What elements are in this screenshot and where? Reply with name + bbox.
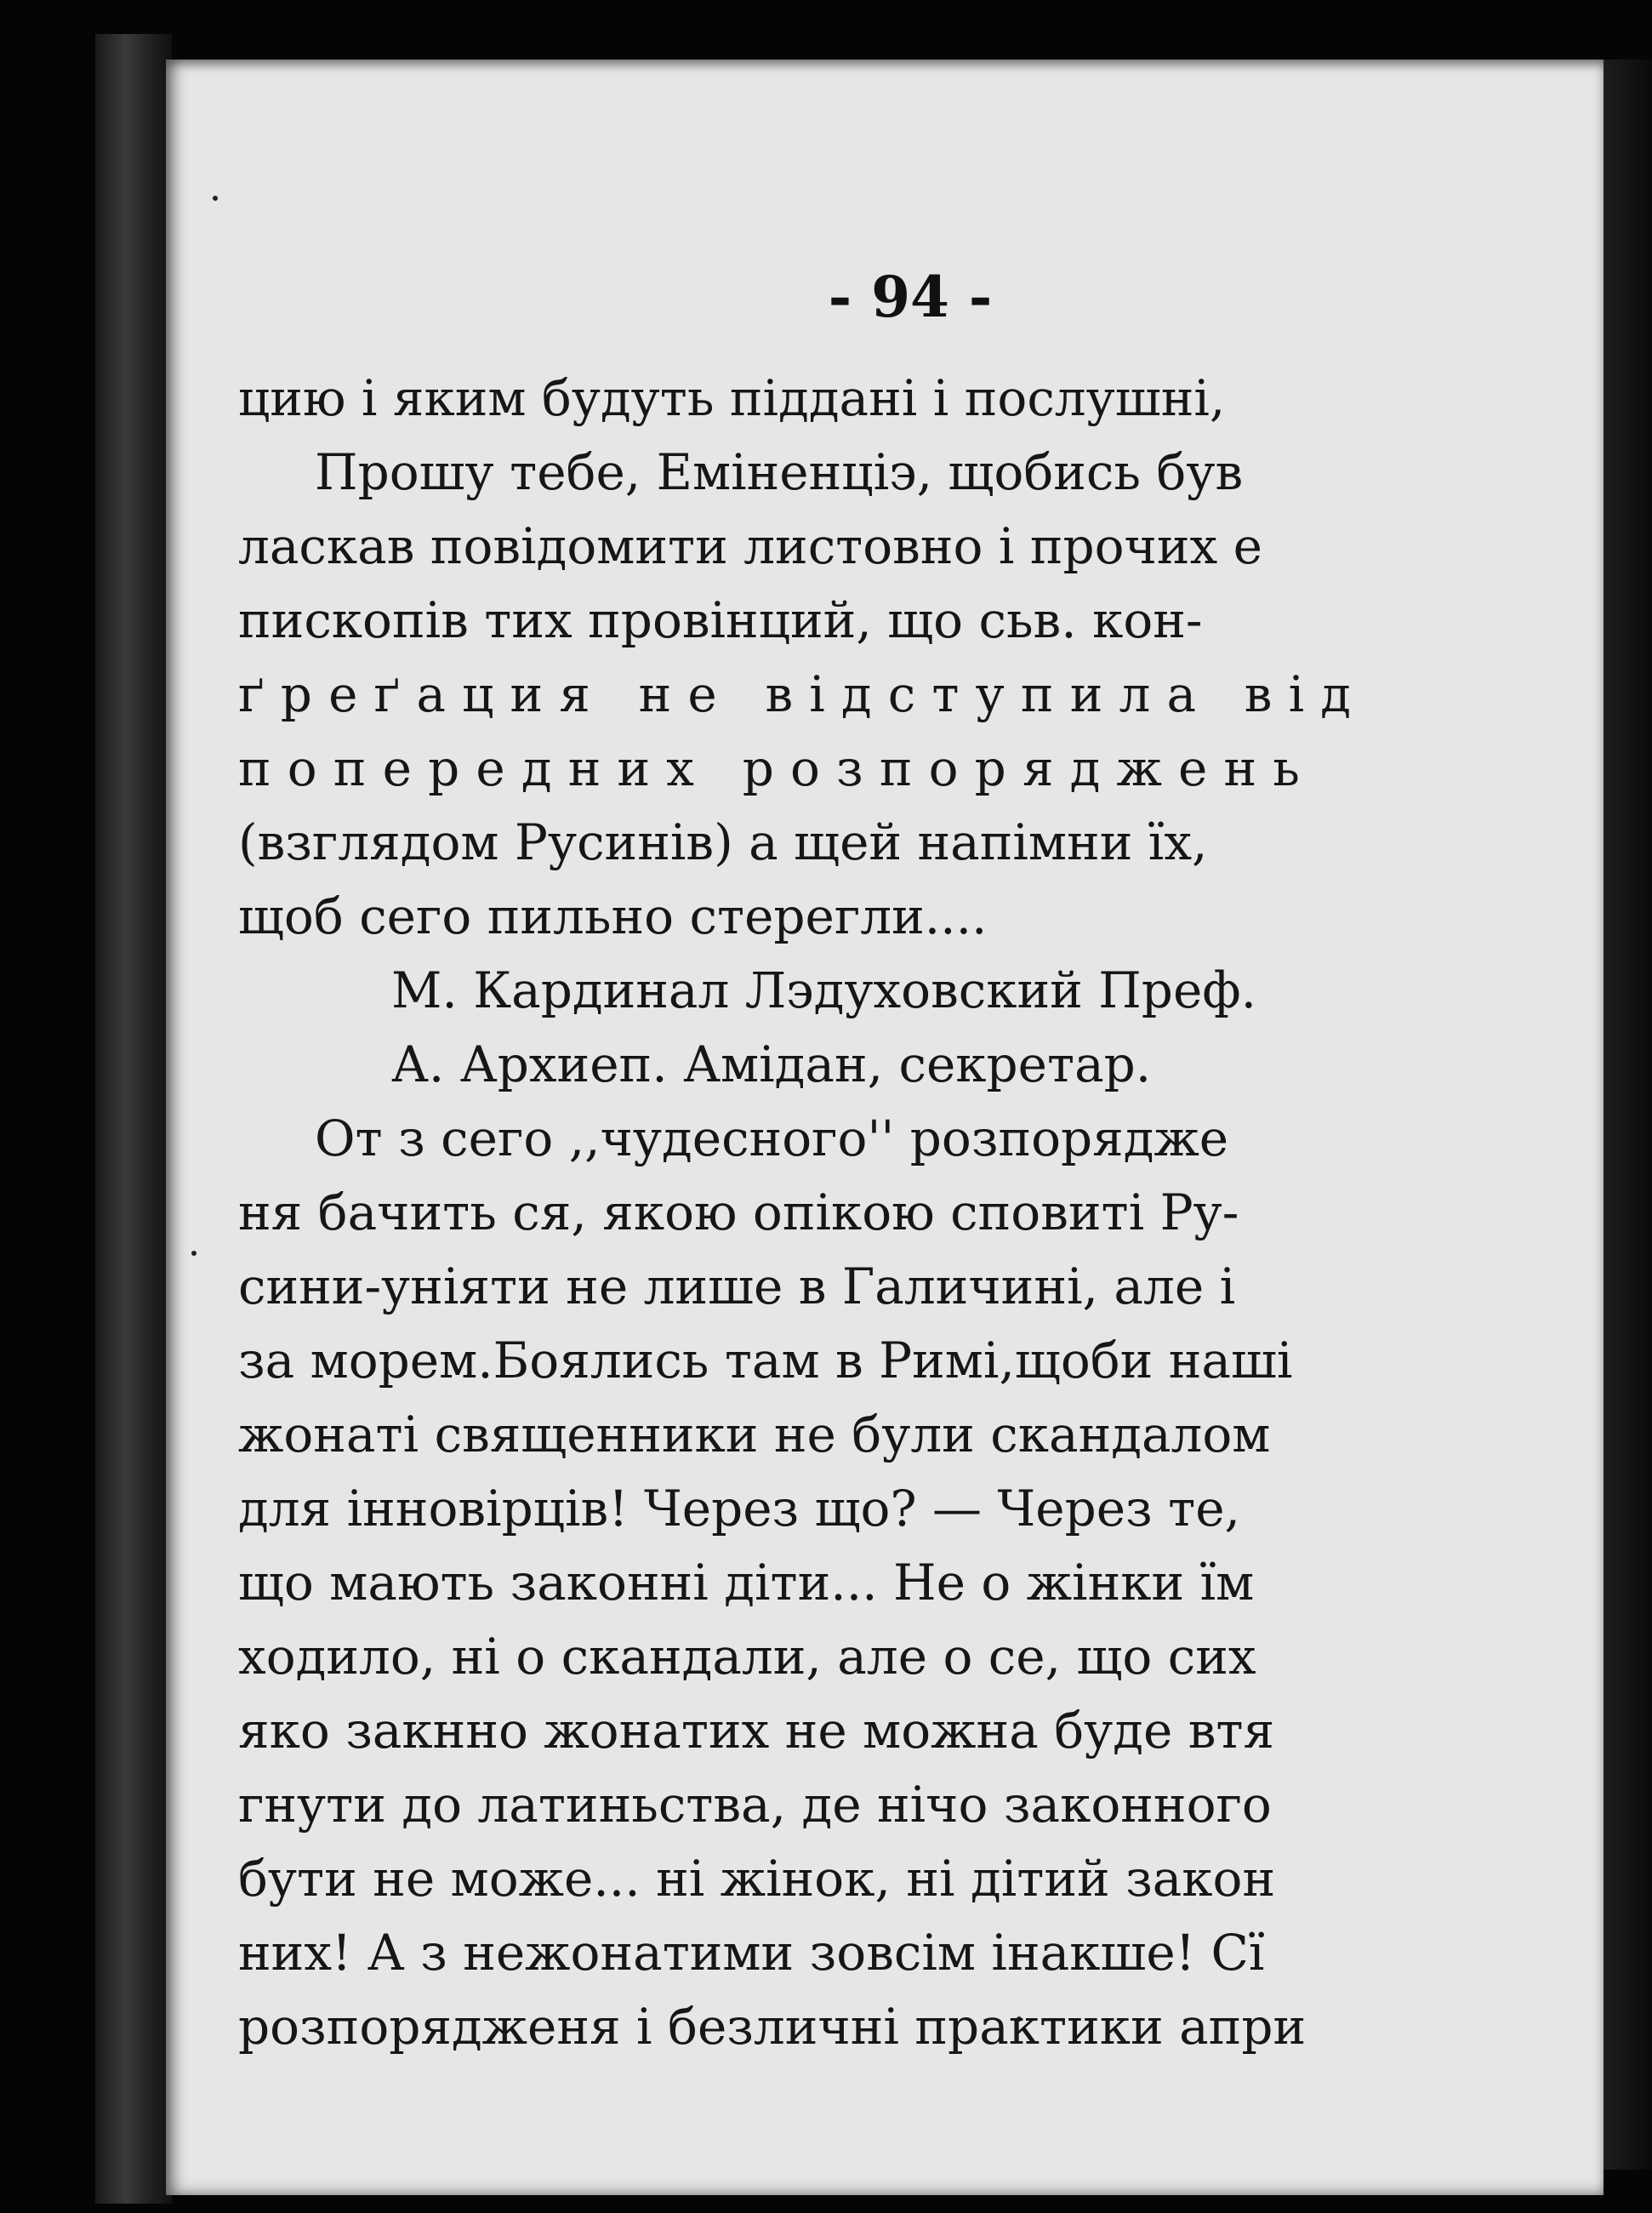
text-line: сини-уніяти не лише в Галичині, але і [238, 1258, 1236, 1315]
text-line: щоб сего пильно стерегли.... [238, 887, 988, 945]
print-speck [191, 1251, 197, 1256]
text-line: за морем.Боялись там в Римі,щоби наші [238, 1332, 1293, 1389]
text-line: попередних розпоряджень [238, 739, 1317, 797]
print-speck [213, 196, 218, 201]
text-line: ласкав повідомити листовно і прочих е [238, 517, 1263, 575]
text-line: цию і яким будуть піддані і послушні, [238, 369, 1226, 427]
facing-page-edge [1604, 60, 1652, 2170]
text-line: Прошу тебе, Еміненціэ, щобись був [315, 443, 1244, 501]
book-spine-edge [95, 34, 172, 2204]
signature-line: М. Кардинал Лэдуховский Преф. [391, 961, 1257, 1019]
text-line: них! А з нежонатими зовсім інакше! Сї [238, 1924, 1265, 1982]
text-line: ходило, ні о скандали, але о се, що сих [238, 1628, 1256, 1685]
text-line: для інновірців! Через що? — Через те, [238, 1480, 1240, 1537]
text-line: жонаті священники не були скандалом [238, 1406, 1271, 1463]
text-line: бути не може... ні жінок, ні дітий закон [238, 1850, 1276, 1908]
text-line: що мають законні діти... Не о жінки їм [238, 1554, 1255, 1611]
text-line: ня бачить ся, якою опікою сповиті Ру- [238, 1183, 1239, 1241]
text-line: розпорядженя і безличні практики апри [238, 1998, 1307, 2056]
signature-line: А. Архиеп. Амідан, секретар. [391, 1035, 1152, 1093]
text-line: (взглядом Русинів) а щей напімни їх, [238, 813, 1208, 871]
text-line: От з сего ,,чудесного'' розпорядже [315, 1109, 1229, 1167]
text-line: ґреґация не відступила від [238, 665, 1368, 723]
text-line: яко закнно жонатих не можна буде втя [238, 1702, 1275, 1760]
body-text [238, 362, 1368, 2064]
page-number: - 94 - [828, 264, 993, 330]
text-line: пископів тих провінций, що сьв. кон- [238, 591, 1203, 649]
text-line: гнути до латиньства, де нічо законного [238, 1776, 1272, 1834]
